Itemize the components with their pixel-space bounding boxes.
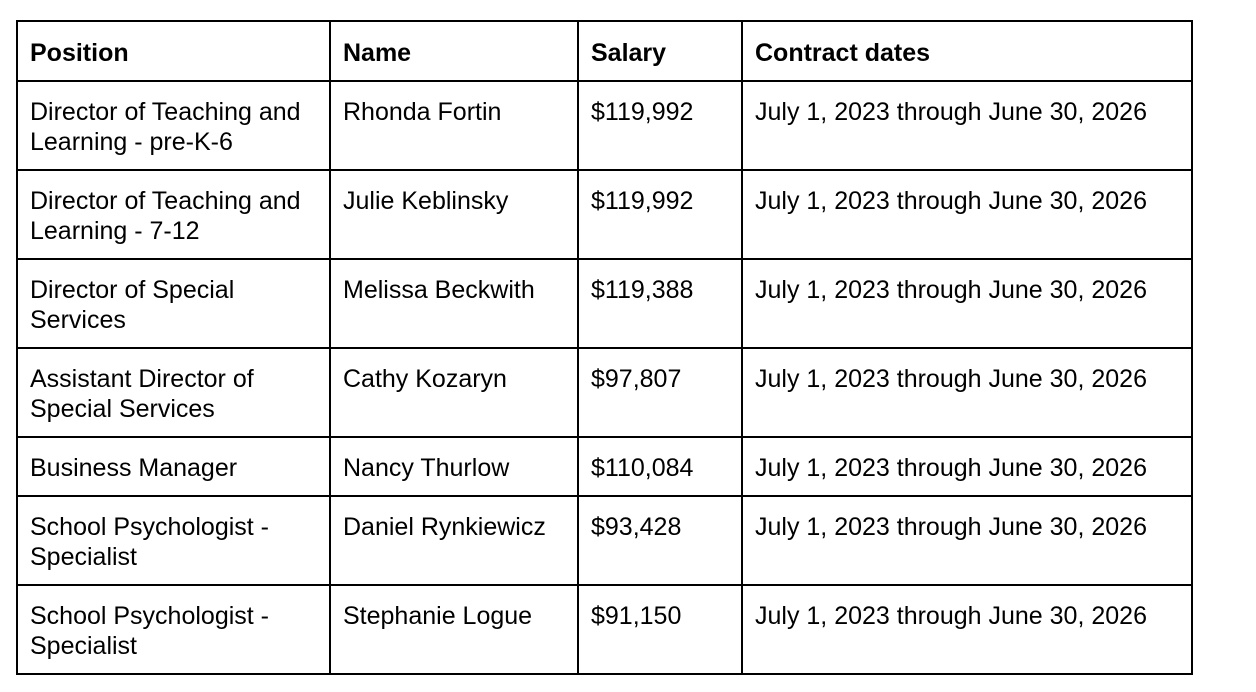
cell-position: Director of Special Services <box>17 259 330 348</box>
cell-contract-dates: July 1, 2023 through June 30, 2026 <box>742 348 1192 437</box>
cell-contract-dates: July 1, 2023 through June 30, 2026 <box>742 585 1192 674</box>
cell-name: Daniel Rynkiewicz <box>330 496 578 585</box>
cell-name: Cathy Kozaryn <box>330 348 578 437</box>
cell-position: School Psychologist - Specialist <box>17 496 330 585</box>
table-row <box>17 496 1192 585</box>
cell-name: Stephanie Logue <box>330 585 578 674</box>
cell-position: Business Manager <box>17 437 330 496</box>
table-row <box>17 585 1192 674</box>
header-salary: Salary <box>578 21 742 81</box>
cell-contract-dates: July 1, 2023 through June 30, 2026 <box>742 259 1192 348</box>
cell-salary: $91,150 <box>578 585 742 674</box>
cell-salary: $97,807 <box>578 348 742 437</box>
cell-salary: $119,992 <box>578 170 742 259</box>
table-row <box>17 259 1192 348</box>
cell-salary: $93,428 <box>578 496 742 585</box>
table-row <box>17 437 1192 496</box>
cell-salary: $119,992 <box>578 81 742 170</box>
cell-contract-dates: July 1, 2023 through June 30, 2026 <box>742 437 1192 496</box>
contracts-table <box>16 20 1193 675</box>
cell-name: Nancy Thurlow <box>330 437 578 496</box>
cell-contract-dates: July 1, 2023 through June 30, 2026 <box>742 496 1192 585</box>
table-row <box>17 81 1192 170</box>
cell-name: Julie Keblinsky <box>330 170 578 259</box>
cell-position: Assistant Director of Special Services <box>17 348 330 437</box>
cell-contract-dates: July 1, 2023 through June 30, 2026 <box>742 81 1192 170</box>
cell-position: Director of Teaching and Learning - 7-12 <box>17 170 330 259</box>
cell-position: Director of Teaching and Learning - pre-K-6 <box>17 81 330 170</box>
cell-contract-dates: July 1, 2023 through June 30, 2026 <box>742 170 1192 259</box>
cell-name: Melissa Beckwith <box>330 259 578 348</box>
cell-name: Rhonda Fortin <box>330 81 578 170</box>
table-row <box>17 348 1192 437</box>
header-position: Position <box>17 21 330 81</box>
cell-position: School Psychologist - Specialist <box>17 585 330 674</box>
header-contract-dates: Contract dates <box>742 21 1192 81</box>
table-header-row <box>17 21 1192 81</box>
cell-salary: $119,388 <box>578 259 742 348</box>
cell-salary: $110,084 <box>578 437 742 496</box>
table-row <box>17 170 1192 259</box>
header-name: Name <box>330 21 578 81</box>
